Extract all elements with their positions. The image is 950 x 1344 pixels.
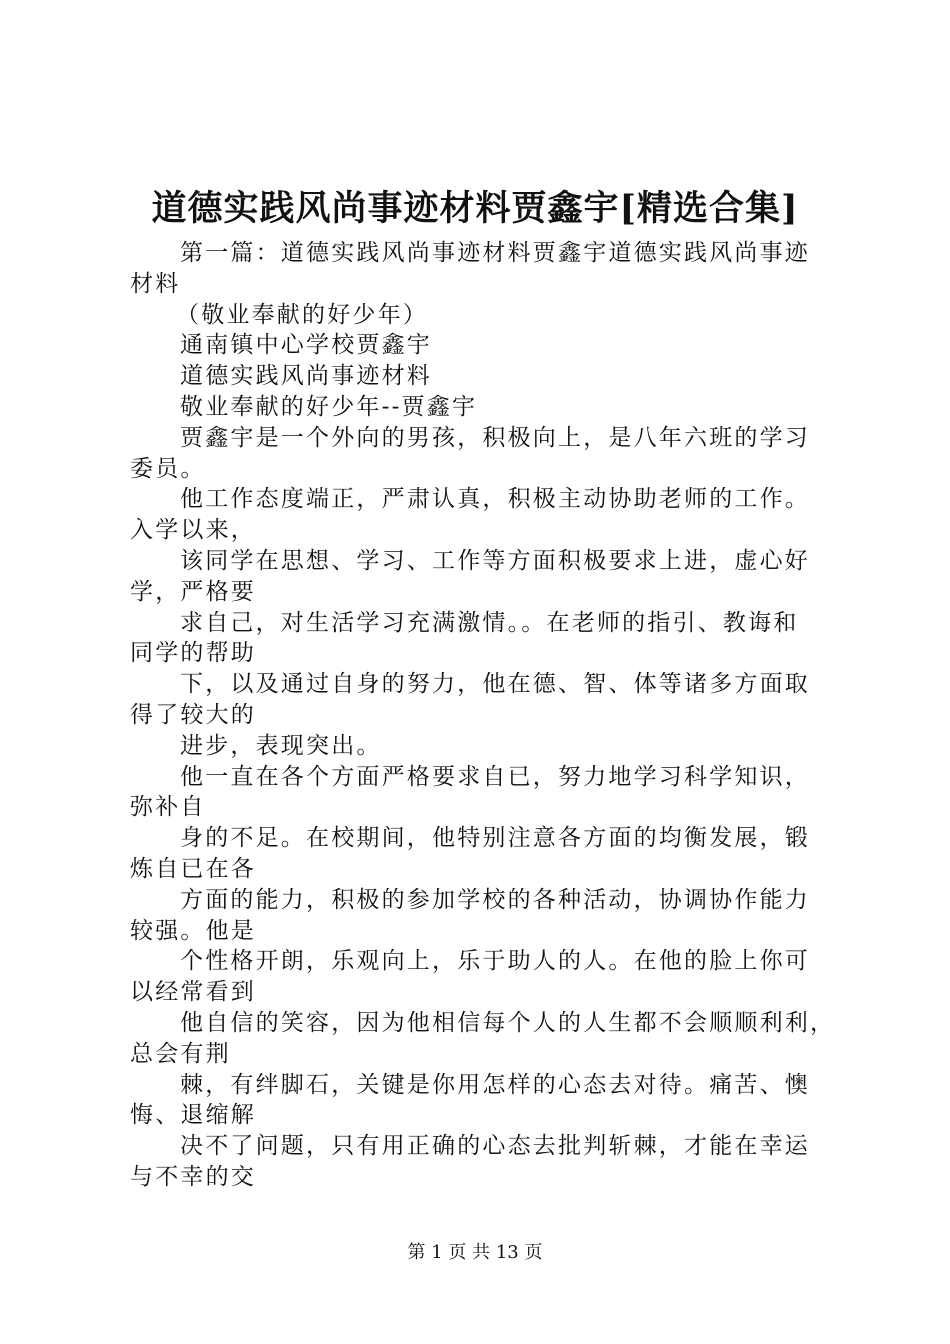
body-line: 得了较大的 <box>130 701 256 728</box>
body-line: 委员。 <box>130 455 206 482</box>
body-line: （敬业奉献的好少年） <box>176 301 428 328</box>
body-line: 以经常看到 <box>130 979 256 1006</box>
body-line: 与不幸的交 <box>130 1163 256 1190</box>
document-body <box>130 238 842 1193</box>
body-line: 方面的能力，积极的参加学校的各种活动，协调协作能力 <box>180 886 810 913</box>
body-line: 通南镇中心学校贾鑫宇 <box>180 332 432 359</box>
body-line: 他自信的笑容，因为他相信每个人的人生都不会顺顺利利， <box>180 1009 836 1036</box>
body-line: 悔、退缩解 <box>130 1102 256 1129</box>
body-line: 决不了问题，只有用正确的心态去批判斩棘，才能在幸运 <box>180 1133 810 1160</box>
body-line: 第一篇：道德实践风尚事迹材料贾鑫宇道德实践风尚事迹 <box>180 240 810 266</box>
body-line: 贾鑫宇是一个外向的男孩，积极向上，是八年六班的学习 <box>180 424 810 451</box>
body-line: 炼自已在各 <box>130 855 256 882</box>
body-line: 敬业奉献的好少年--贾鑫宇 <box>180 393 478 420</box>
body-line: 入学以来， <box>130 517 256 544</box>
body-line: 材料 <box>130 270 181 297</box>
document-title: 道德实践风尚事迹材料贾鑫宇[精选合集] <box>151 188 799 229</box>
body-line: 他一直在各个方面严格要求自已，努力地学习科学知识， <box>180 763 810 790</box>
body-line: 总会有荆 <box>130 1040 231 1067</box>
body-line: 弥补自 <box>130 794 206 821</box>
body-line: 个性格开朗，乐观向上，乐于助人的人。在他的脸上你可 <box>180 948 810 975</box>
body-line: 较强。他是 <box>130 917 256 944</box>
body-line: 进步，表现突出。 <box>180 732 382 759</box>
body-line: 学，严格要 <box>130 578 256 605</box>
body-line: 身的不足。在校期间，他特别注意各方面的均衡发展，锻 <box>180 825 810 852</box>
body-line: 同学的帮助 <box>130 640 256 667</box>
body-line: 求自己，对生活学习充满激情。。在老师的指引、教诲和 <box>180 609 799 636</box>
body-line: 棘，有绊脚石，关键是你用怎样的心态去对待。痛苦、懊 <box>180 1071 810 1098</box>
body-line: 道德实践风尚事迹材料 <box>180 363 432 390</box>
body-line: 下，以及通过自身的努力，他在德、智、体等诸多方面取 <box>180 671 810 698</box>
body-line: 该同学在思想、学习、工作等方面积极要求上进，虚心好 <box>180 547 810 574</box>
page-footer: 第 1 页 共 13 页 <box>407 1242 543 1263</box>
body-line: 他工作态度端正，严肃认真，积极主动协助老师的工作。 <box>180 486 810 513</box>
